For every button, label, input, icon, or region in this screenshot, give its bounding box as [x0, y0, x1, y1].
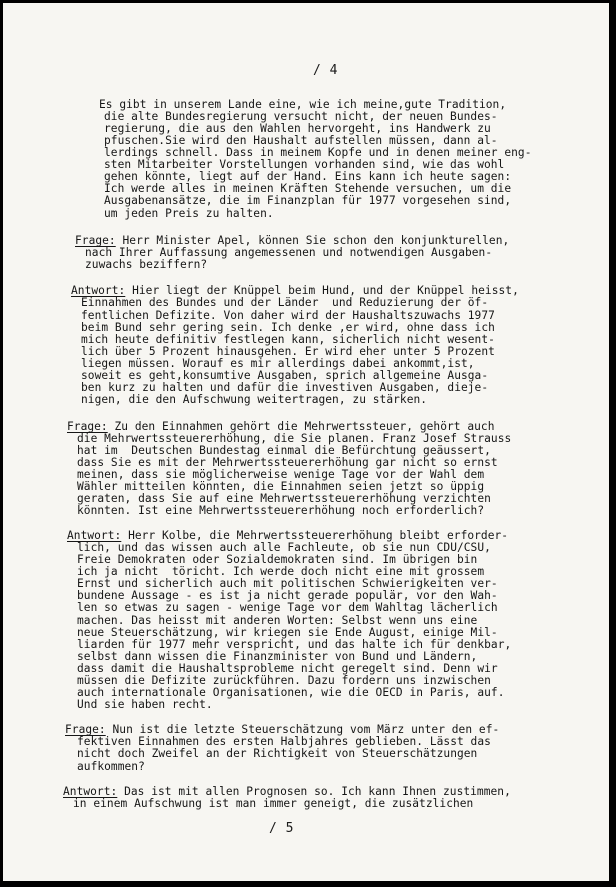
question-label: Frage: [67, 420, 108, 433]
question-label: Frage: [75, 234, 116, 247]
text-line: Ernst und sicherlich auch mit politischen Schwierigkeiten ver- [77, 577, 498, 590]
line-text: Zu den Einnahmen gehört die Mehrwertssteuer, gehört auch [107, 420, 495, 433]
question-label: Frage: [65, 723, 106, 736]
text-line: mich heute definitiv festlegen kann, sicherlich nicht wesent- [81, 333, 495, 346]
text-line: Wähler mitteilen könnten, die Einnahmen seien jetzt so üppig [77, 480, 485, 493]
line-text: Das ist mit allen Prognosen so. Ich kann Ihnen zustimmen, [117, 785, 511, 798]
text-line: meinen, dass sie möglicherweise wenige Tage vor der Wahl dem [77, 468, 485, 481]
text-line: in einem Aufschwung ist man immer geneigt, die zusätzlichen [73, 797, 474, 810]
text-line: ich ja nicht töricht. Ich werde doch nicht eine mit grossem [77, 565, 485, 578]
next-page-marker: / 5 [269, 821, 294, 836]
answer-label: Antwort: [67, 529, 122, 542]
line-text: Nun ist die letzte Steuerschätzung vom März unter den ef- [105, 723, 500, 736]
text-line: fentlichen Defizite. Von daher wird der Haushaltszuwachs 1977 [81, 309, 495, 322]
text-line: lerdings schnell. Dass in meinem Kopfe und in denen meiner eng- [104, 146, 532, 159]
text-line: fektiven Einnahmen des ersten Halbjahres geblieben. Lässt das [77, 735, 491, 748]
text-line: pfuschen.Sie wird den Haushalt aufstellen müssen, dann al- [104, 134, 498, 147]
text-line: nigen, die den Aufschwung weitertragen, zu stärken. [81, 393, 428, 406]
text-line: sten Mitarbeiter Vorstellungen vorhanden sind, wie das wohl [104, 158, 505, 171]
text-line: aufkommen? [77, 760, 145, 773]
text-line: ben kurz zu halten und dafür die investiven Ausgaben, dieje- [81, 381, 489, 394]
answer-label: Antwort: [71, 284, 126, 297]
text-line: liarden für 1977 mehr verspricht, und das halte ich für denkbar, [77, 638, 512, 651]
text-line: lich über 5 Prozent hinausgehen. Er wird eher unter 5 Prozent [81, 345, 495, 358]
text-line: liegen müssen. Worauf es mir allerdings dabei ankommt,ist, [81, 357, 475, 370]
text-line: regierung, die aus den Wahlen hervorgeht, ins Handwerk zu [104, 122, 491, 135]
text-line: zuwachs beziffern? [85, 258, 208, 271]
text-line: lich, und das wissen auch alle Fachleute, ob sie nun CDU/CSU, [77, 541, 491, 554]
line-text: Hier liegt der Knüppel beim Hund, und der Knüppel heisst, [125, 284, 519, 297]
document-page [3, 3, 609, 881]
text-line: len so etwas zu sagen - wenige Tage vor dem Wahltag lächerlich [77, 601, 498, 614]
text-line: Es gibt in unserem Lande eine, wie ich meine,gute Tradition, [99, 98, 507, 111]
text-line: Freie Demokraten oder Sozialdemokraten sind. Im übrigen bin [77, 553, 478, 566]
text-line: um jeden Preis zu halten. [104, 207, 274, 220]
answer-label: Antwort: [63, 785, 118, 798]
text-line: auch internationale Organisationen, wie die OECD in Paris, auf. [77, 686, 505, 699]
text-line: Und sie haben recht. [77, 698, 213, 711]
page-number: / 4 [313, 63, 338, 78]
text-line: neue Steuerschätzung, wir kriegen sie Ende August, einige Mil- [77, 626, 498, 639]
text-line: selbst dann wissen die Finanzminister von Bund und Ländern, [77, 650, 478, 663]
text-line: nach Ihrer Auffassung angemessenen und notwendigen Ausgaben- [85, 246, 493, 259]
text-line: Ausgabenansätze, die im Finanzplan für 1977 vorgesehen sind, [104, 194, 512, 207]
text-line: nicht doch Zweifel an der Richtigkeit von Steuerschätzungen [77, 747, 478, 760]
text-line: dass Sie es mit der Mehrwertssteuererhöhung gar nicht so ernst [77, 456, 498, 469]
text-line: die alte Bundesregierung versucht nicht, der neuen Bundes- [104, 110, 498, 123]
text-line: bundene Aussage - es ist ja nicht gerade populär, vor den Wah- [77, 589, 498, 602]
text-line: Einnahmen des Bundes und der Länder und Reduzierung der öf- [81, 296, 489, 309]
line-text: Herr Kolbe, die Mehrwertssteuererhöhung bleibt erforder- [121, 529, 509, 542]
text-line: Ich werde alles in meinen Kräften Stehende versuchen, um die [104, 182, 512, 195]
text-line: soweit es geht,konsumtive Ausgaben, sprich allgemeine Ausga- [81, 369, 489, 382]
text-line: beim Bund sehr gering sein. Ich denke ,er wird, ohne dass ich [81, 321, 495, 334]
line-text: Herr Minister Apel, können Sie schon den konjunkturellen, [115, 234, 510, 247]
text-line: dass damit die Haushaltsprobleme nicht geregelt sind. Denn wir [77, 662, 498, 675]
text-line: machen. Das heisst mit anderen Worten: Selbst wenn uns eine [77, 614, 478, 627]
text-line: hat im Deutschen Bundestag einmal die Befürchtung geäussert, [77, 444, 491, 457]
text-line: müssen die Defizite zurückführen. Dazu fordern uns inzwischen [77, 674, 491, 687]
text-line: gehen könnte, liegt auf der Hand. Eins kann ich heute sagen: [104, 170, 512, 183]
text-line: geraten, dass Sie auf eine Mehrwertssteuererhöhung verzichten [77, 492, 491, 505]
text-line: könnten. Ist eine Mehrwertssteuererhöhung noch erforderlich? [77, 504, 485, 517]
text-line: die Mehrwertssteuererhöhung, die Sie planen. Franz Josef Strauss [77, 432, 512, 445]
